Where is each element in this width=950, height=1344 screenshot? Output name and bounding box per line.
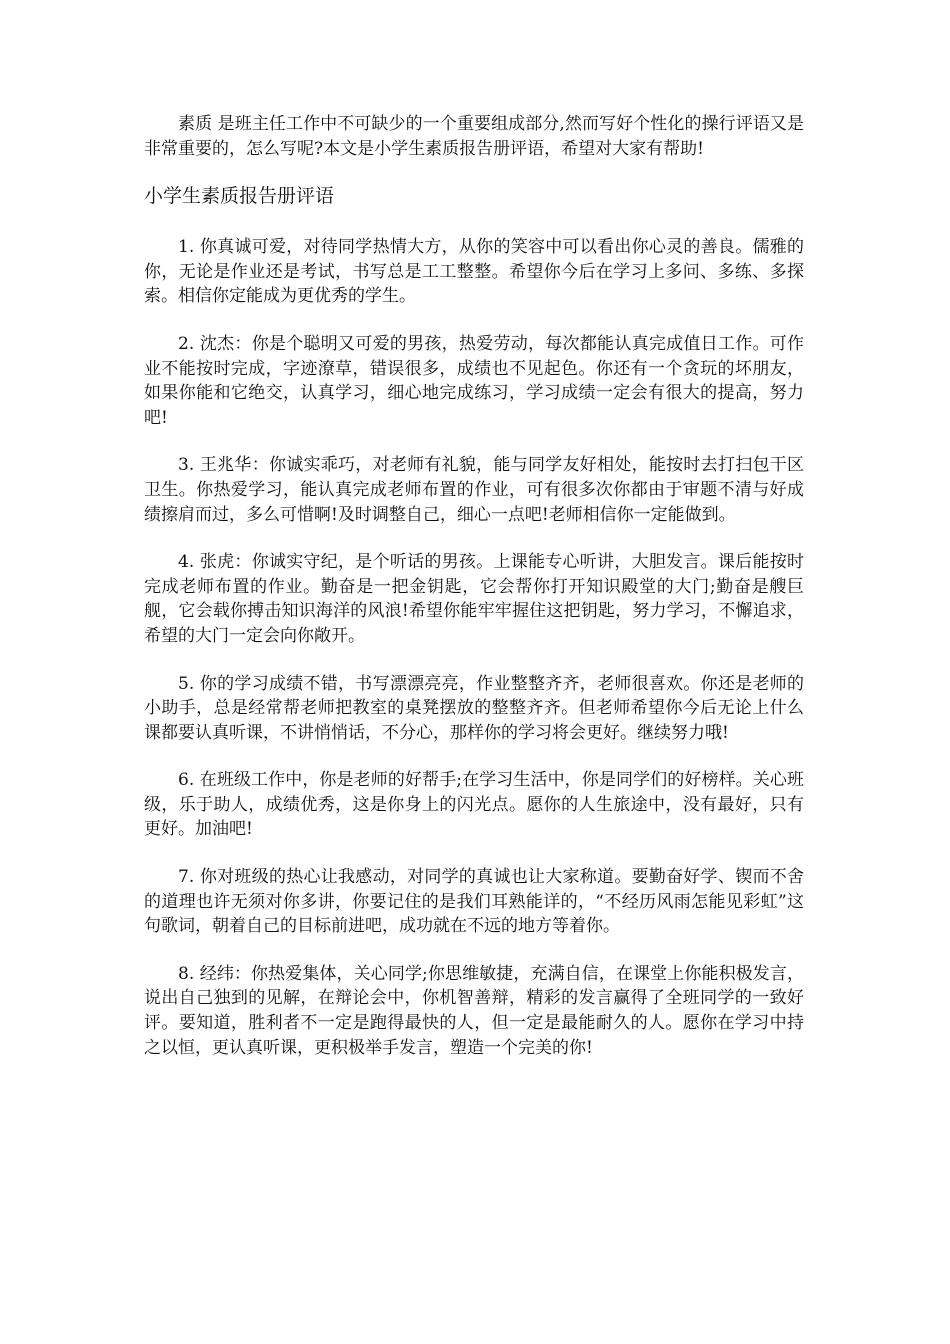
comment-paragraph-6: 6. 在班级工作中，你是老师的好帮手;在学习生活中，你是同学们的好榜样。关心班级，乐于助人，成绩优秀，这是你身上的闪光点。愿你的人生旅途中，没有最好，只有更好。加油吧! bbox=[144, 770, 804, 840]
intro-paragraph: 素质 是班主任工作中不可缺少的一个重要组成部分,然而写好个性化的操行评语又是非常重要的，怎么写呢?本文是小学生素质报告册评语，希望对大家有帮助! bbox=[144, 114, 804, 159]
comment-paragraph-8: 8. 经纬：你热爱集体，关心同学;你思维敏捷，充满自信，在课堂上你能积极发言，说出自己独到的见解，在辩论会中，你机智善辩，精彩的发言赢得了全班同学的一致好评。要知道，胜利者不一定是跑得最快的人，但一定是最能耐久的人。愿你在学习中持之以恒，更认真听课，更积极举手发言，塑造一个完美的你! bbox=[144, 963, 804, 1058]
comment-paragraph-3: 3. 王兆华：你诚实乖巧，对老师有礼貌，能与同学友好相处，能按时去打扫包干区卫生。你热爱学习，能认真完成老师布置的作业，可有很多次你都由于审题不清与好成绩擦肩而过，多么可惜啊!及时调整自己，细心一点吧!老师相信你一定能做到。 bbox=[144, 455, 804, 525]
comment-paragraph-4: 4. 张虎：你诚实守纪，是个听话的男孩。上课能专心听讲，大胆发言。课后能按时完成老师布置的作业。勤奋是一把金钥匙，它会帮你打开知识殿堂的大门;勤奋是艘巨舰，它会载你搏击知识海洋的风浪!希望你能牢牢握住这把钥匙，努力学习，不懈追求，希望的大门一定会向你敞开。 bbox=[144, 552, 804, 646]
document-page bbox=[144, 112, 804, 1083]
comment-paragraph-7: 7. 你对班级的热心让我感动，对同学的真诚也让大家称道。要勤奋好学、锲而不舍的道理也许无须对你多讲，你要记住的是我们耳熟能详的，“不经历风雨怎能见彩虹”这句歌词，朝着自己的目标前进吧，成功就在不远的地方等着你。 bbox=[144, 867, 804, 937]
comment-paragraph-5: 5. 你的学习成绩不错，书写漂漂亮亮，作业整整齐齐，老师很喜欢。你还是老师的小助手，总是经常帮老师把教室的桌凳摆放的整整齐齐。但老师希望你今后无论上什么课都要认真听课，不讲悄悄话，不分心，那样你的学习将会更好。继续努力哦! bbox=[144, 673, 804, 743]
comment-paragraph-1: 1. 你真诚可爱，对待同学热情大方，从你的笑容中可以看出你心灵的善良。儒雅的你，无论是作业还是考试，书写总是工工整整。希望你今后在学习上多问、多练、多探索。相信你定能成为更优秀的学生。 bbox=[144, 237, 804, 307]
comment-paragraph-2: 2. 沈杰：你是个聪明又可爱的男孩，热爱劳动，每次都能认真完成值日工作。可作业不能按时完成，字迹潦草，错误很多，成绩也不见起色。你还有一个贪玩的坏朋友，如果你能和它绝交，认真学习，细心地完成练习，学习成绩一定会有很大的提高，努力吧! bbox=[144, 333, 804, 428]
section-heading: 小学生素质报告册评语 bbox=[144, 185, 335, 208]
